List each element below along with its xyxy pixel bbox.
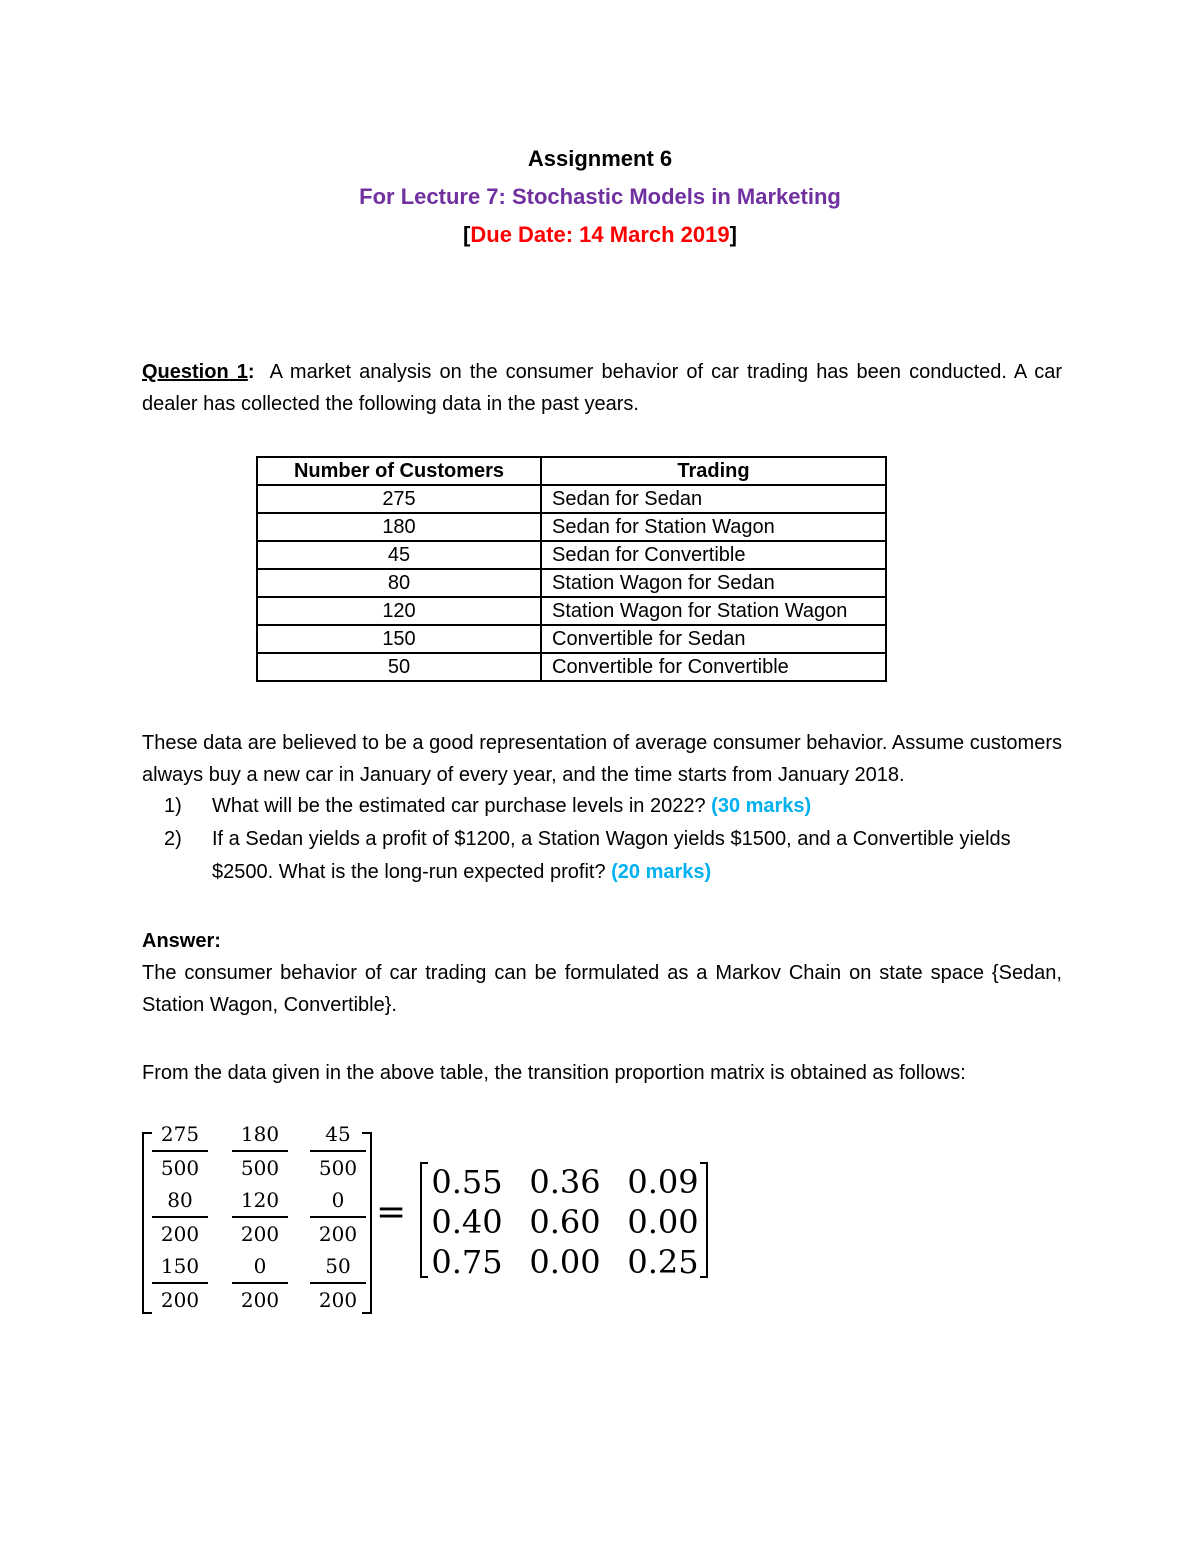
trading-cell: Convertible for Convertible <box>541 653 886 681</box>
subquestion-list <box>142 790 1062 889</box>
trading-cell: Station Wagon for Station Wagon <box>541 597 886 625</box>
header-number-of-customers: Number of Customers <box>257 457 541 485</box>
answer-paragraph-1: The consumer behavior of car trading can be formulated as a Markov Chain on state space {Sedan, Station Wagon, Convertible}. <box>142 962 1062 1016</box>
subquestion-text: If a Sedan yields a profit of $1200, a Station Wagon yields $1500, and a Convertible yields $2500. What is the long-run expected profit? <box>212 828 1011 883</box>
customers-cell: 50 <box>257 653 541 681</box>
question-1-label: Question 1 <box>142 361 248 383</box>
customers-cell: 45 <box>257 541 541 569</box>
trading-cell: Sedan for Convertible <box>541 541 886 569</box>
subquestion-text: What will be the estimated car purchase levels in 2022? <box>212 795 706 817</box>
fraction: $\frac{150}{200}$ <box>152 1254 208 1312</box>
subquestion-item: 2) If a Sedan yields a profit of $1200, a Station Wagon yields $1500, and a Convertible yields $2500. What is the long-run expected profit? (20 marks) <box>164 828 1011 883</box>
fraction: $\frac{275}{500}$ <box>152 1122 208 1180</box>
equals-sign: = <box>376 1192 407 1233</box>
matrix-value: 0.40 <box>431 1203 503 1241</box>
table-row <box>257 597 886 625</box>
matrix-value: 0.36 <box>529 1163 601 1201</box>
customers-cell: 180 <box>257 513 541 541</box>
matrix-value: 0.55 <box>431 1163 503 1201</box>
trading-cell: Sedan for Station Wagon <box>541 513 886 541</box>
table-row <box>257 513 886 541</box>
customers-cell: 150 <box>257 625 541 653</box>
subquestion-item: 1) What will be the estimated car purchase levels in 2022? (30 marks) <box>164 795 812 817</box>
fraction: $\frac{0}{200}$ <box>310 1188 366 1246</box>
customers-cell: 275 <box>257 485 541 513</box>
header-trading: Trading <box>541 457 886 485</box>
answer-paragraph-2: From the data given in the above table, the transition proportion matrix is obtained as follows: <box>142 1062 966 1084</box>
fraction: $\frac{80}{200}$ <box>152 1188 208 1246</box>
trading-cell: Sedan for Sedan <box>541 485 886 513</box>
assignment-title: Assignment 6 <box>527 146 673 171</box>
table-row <box>257 625 886 653</box>
table-header-row <box>257 457 886 485</box>
matrix-value: 0.60 <box>529 1203 601 1241</box>
question-1: Question 1: A market analysis on the consumer behavior of car trading has been conducted. A car dealer has collected the following data in the past years. <box>142 361 1063 415</box>
customers-cell: 120 <box>257 597 541 625</box>
lecture-subtitle: For Lecture 7: Stochastic Models in Marketing <box>359 184 841 209</box>
matrix-value: 0.75 <box>431 1243 503 1281</box>
transition-matrix-equation <box>140 1118 740 1318</box>
fraction: $\frac{180}{500}$ <box>232 1122 288 1180</box>
matrix-value: 0.00 <box>627 1203 699 1241</box>
table-row <box>257 485 886 513</box>
fraction: $\frac{50}{200}$ <box>310 1254 366 1312</box>
matrix-value: 0.09 <box>627 1163 699 1201</box>
trading-cell: Convertible for Sedan <box>541 625 886 653</box>
fraction-matrix-left-bracket <box>142 1132 152 1314</box>
due-date: [Due Date: 14 March 2019] <box>463 222 737 247</box>
context-paragraph: These data are believed to be a good representation of average consumer behavior. Assume customers always buy a new car in January of every year, and the time starts from January 2018. <box>142 732 1062 786</box>
trading-data-table <box>256 456 887 682</box>
table-row <box>257 569 886 597</box>
fraction: $\frac{0}{200}$ <box>232 1254 288 1312</box>
customers-cell: 80 <box>257 569 541 597</box>
fraction: $\frac{120}{200}$ <box>232 1188 288 1246</box>
matrix-value: 0.00 <box>529 1243 601 1281</box>
marks-badge: (20 marks) <box>611 861 712 883</box>
fraction: $\frac{45}{500}$ <box>310 1122 366 1180</box>
table-row <box>257 541 886 569</box>
trading-cell: Station Wagon for Sedan <box>541 569 886 597</box>
answer-heading: Answer: <box>142 930 221 952</box>
question-1-text: A market analysis on the consumer behavior of car trading has been conducted. A car dealer has collected the following data in the past years. <box>142 361 1063 415</box>
matrix-value: 0.25 <box>627 1243 699 1281</box>
due-date-text: Due Date: 14 March 2019 <box>470 222 730 247</box>
table-row <box>257 653 886 681</box>
marks-badge: (30 marks) <box>711 795 812 817</box>
